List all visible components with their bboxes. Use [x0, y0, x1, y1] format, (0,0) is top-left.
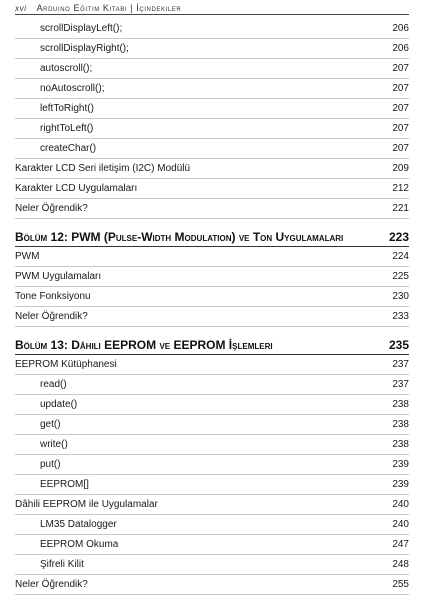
toc-entry-title: noAutoscroll(); — [40, 83, 105, 94]
toc-entry[interactable] — [15, 307, 409, 327]
toc-entry-page: 255 — [392, 579, 409, 590]
toc-entry[interactable] — [15, 455, 409, 475]
toc-entry-page: 207 — [392, 63, 409, 74]
toc-group-ch13 — [15, 355, 409, 595]
toc-entry-page: 206 — [392, 43, 409, 54]
table-of-contents — [15, 19, 409, 595]
toc-entry-title: Dâhili EEPROM ile Uygulamalar — [15, 499, 158, 510]
toc-entry-title: scrollDisplayRight(); — [40, 43, 129, 54]
toc-entry-page: 207 — [392, 83, 409, 94]
toc-entry[interactable] — [15, 475, 409, 495]
toc-entry[interactable] — [15, 395, 409, 415]
toc-entry-page: 239 — [392, 479, 409, 490]
toc-entry-page: 238 — [392, 419, 409, 430]
toc-entry-title: rightToLeft() — [40, 123, 94, 134]
chapter-heading-13[interactable] — [15, 333, 409, 355]
toc-group-ch11 — [15, 19, 409, 219]
toc-entry[interactable] — [15, 555, 409, 575]
toc-entry-page: 237 — [392, 379, 409, 390]
toc-entry-page: 224 — [392, 251, 409, 262]
running-header — [15, 2, 409, 15]
toc-entry[interactable] — [15, 119, 409, 139]
toc-group-ch12 — [15, 247, 409, 327]
toc-entry[interactable] — [15, 247, 409, 267]
toc-entry[interactable] — [15, 99, 409, 119]
chapter-title: Bölüm 12: PWM (Pulse-Width Modulation) ve Ton Uygulamaları — [15, 230, 344, 244]
header-title: Arduino Eğitim Kitabı | İçindekiler — [36, 3, 182, 13]
toc-entry-title: EEPROM[] — [40, 479, 89, 490]
toc-entry-page: 238 — [392, 439, 409, 450]
toc-entry-page: 240 — [392, 499, 409, 510]
toc-entry-page: 237 — [392, 359, 409, 370]
toc-entry-title: update() — [40, 399, 78, 410]
toc-entry[interactable] — [15, 19, 409, 39]
toc-entry[interactable] — [15, 495, 409, 515]
toc-entry-title: Tone Fonksiyonu — [15, 291, 91, 302]
toc-entry-page: 207 — [392, 123, 409, 134]
toc-entry-title: put() — [40, 459, 61, 470]
toc-entry-page: 221 — [392, 203, 409, 214]
toc-entry-title: Karakter LCD Seri iletişim (I2C) Modülü — [15, 163, 191, 174]
toc-entry-title: EEPROM Okuma — [40, 539, 119, 550]
toc-entry-page: 233 — [392, 311, 409, 322]
toc-entry-title: Karakter LCD Uygulamaları — [15, 183, 138, 194]
toc-entry[interactable] — [15, 159, 409, 179]
toc-entry-title: leftToRight() — [40, 103, 94, 114]
toc-entry-page: 239 — [392, 459, 409, 470]
toc-entry-title: scrollDisplayLeft(); — [40, 23, 123, 34]
toc-entry[interactable] — [15, 435, 409, 455]
chapter-heading-12[interactable] — [15, 225, 409, 247]
toc-entry-page: 230 — [392, 291, 409, 302]
toc-entry[interactable] — [15, 535, 409, 555]
toc-entry-title: write() — [40, 439, 68, 450]
toc-entry[interactable] — [15, 415, 409, 435]
toc-entry-page: 238 — [392, 399, 409, 410]
toc-entry-page: 247 — [392, 539, 409, 550]
chapter-title: Bölüm 13: Dâhili EEPROM ve EEPROM İşlemleri — [15, 338, 273, 352]
toc-entry[interactable] — [15, 139, 409, 159]
toc-entry[interactable] — [15, 287, 409, 307]
toc-entry-title: createChar() — [40, 143, 97, 154]
header-page-number: xvi — [15, 3, 27, 13]
toc-entry-title: Neler Öğrendik? — [15, 579, 88, 590]
toc-entry-title: get() — [40, 419, 61, 430]
toc-entry-title: Neler Öğrendik? — [15, 311, 88, 322]
toc-entry-title: PWM — [15, 251, 40, 262]
toc-entry-title: EEPROM Kütüphanesi — [15, 359, 117, 370]
toc-entry[interactable] — [15, 59, 409, 79]
toc-entry-page: 209 — [392, 163, 409, 174]
toc-entry[interactable] — [15, 199, 409, 219]
toc-entry-title: Neler Öğrendik? — [15, 203, 88, 214]
toc-entry[interactable] — [15, 375, 409, 395]
toc-entry-page: 248 — [392, 559, 409, 570]
toc-entry[interactable] — [15, 355, 409, 375]
toc-entry[interactable] — [15, 79, 409, 99]
toc-entry-page: 206 — [392, 23, 409, 34]
toc-entry-page: 225 — [392, 271, 409, 282]
toc-entry-title: PWM Uygulamaları — [15, 271, 102, 282]
toc-entry-page: 207 — [392, 143, 409, 154]
toc-entry-page: 212 — [392, 183, 409, 194]
toc-entry-page: 207 — [392, 103, 409, 114]
toc-entry[interactable] — [15, 39, 409, 59]
toc-entry-title: Şifreli Kilit — [40, 559, 84, 570]
toc-entry[interactable] — [15, 267, 409, 287]
toc-entry[interactable] — [15, 515, 409, 535]
toc-entry[interactable] — [15, 575, 409, 595]
toc-entry-title: LM35 Datalogger — [40, 519, 117, 530]
toc-entry-page: 240 — [392, 519, 409, 530]
toc-entry[interactable] — [15, 179, 409, 199]
toc-entry-title: read() — [40, 379, 67, 390]
toc-entry-title: autoscroll(); — [40, 63, 93, 74]
chapter-page: 223 — [388, 230, 409, 244]
chapter-page: 235 — [388, 338, 409, 352]
